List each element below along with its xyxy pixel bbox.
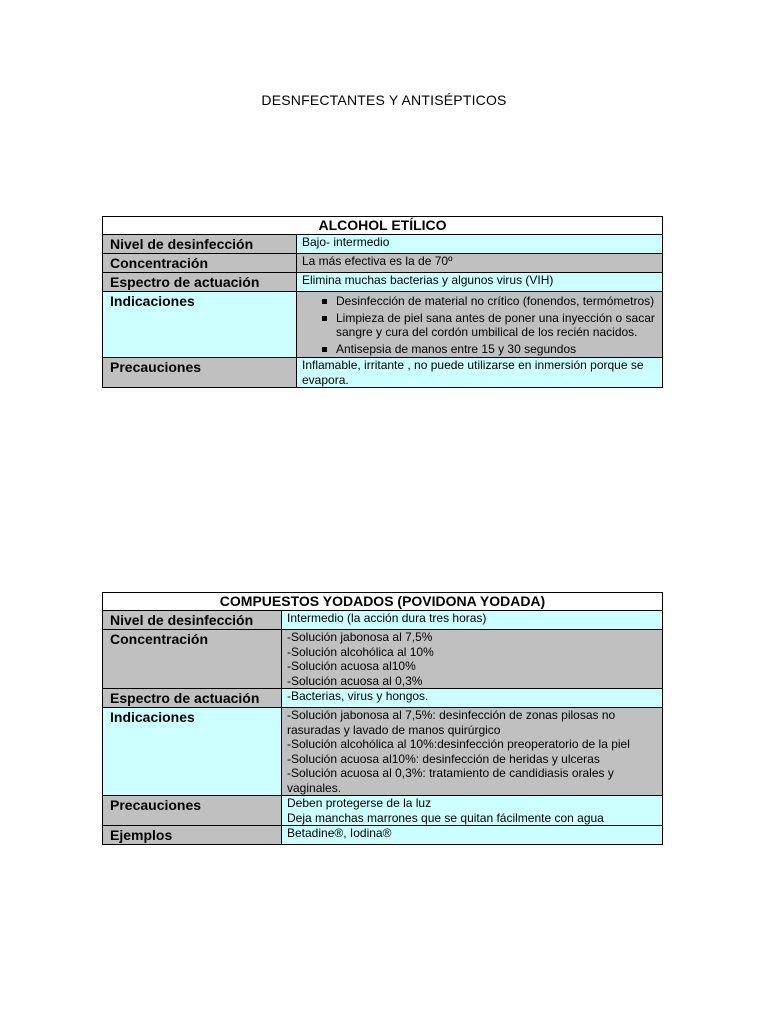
text-line: -Solución acuosa al 0,3% xyxy=(287,673,423,688)
table-row xyxy=(103,235,663,254)
compuestos-yodados-table xyxy=(102,592,663,845)
row-value xyxy=(297,292,663,358)
text-line: -Solución alcohólica al 10% xyxy=(287,644,434,659)
table-row xyxy=(103,254,663,273)
row-label: Indicaciones xyxy=(103,292,297,358)
list-item: Limpieza de piel sana antes de poner una inyección o sacar sangre y cura del cordón umbilical de los recién nacidos. xyxy=(316,311,657,340)
row-value: -Bacterias, virus y hongos. xyxy=(282,689,663,708)
row-label: Espectro de actuación xyxy=(103,689,282,708)
indications-list xyxy=(302,294,657,356)
row-label: Indicaciones xyxy=(103,708,282,796)
row-value xyxy=(282,630,663,689)
row-label: Concentración xyxy=(103,254,297,273)
row-value xyxy=(282,796,663,826)
row-label: Precauciones xyxy=(103,358,297,388)
table-row xyxy=(103,292,663,358)
document-title: DESNFECTANTES Y ANTISÉPTICOS xyxy=(261,92,507,108)
row-value: Intermedio (la acción dura tres horas) xyxy=(282,611,663,630)
list-item: Antisepsia de manos entre 15 y 30 segundos xyxy=(316,342,657,357)
text-line: -Solución alcohólica al 10%:desinfección preoperatorio de la piel xyxy=(287,737,630,751)
text-line: -Solución jabonosa al 7,5%: desinfección de zonas pilosas no rasuradas y lavado de manos quirúrgico xyxy=(287,708,616,737)
text-line: -Solución acuosa al10% xyxy=(287,659,416,673)
row-value: Bajo- intermedio xyxy=(297,235,663,254)
text-line: Deja manchas marrones que se quitan fácilmente con agua xyxy=(287,810,604,825)
table-row xyxy=(103,796,663,826)
list-item: Desinfección de material no crítico (fonendos, termómetros) xyxy=(316,294,657,309)
row-value: Inflamable, irritante , no puede utilizarse en inmersión porque se evapora. xyxy=(297,358,663,388)
row-value: La más efectiva es la de 70º xyxy=(297,254,663,273)
row-label: Ejemplos xyxy=(103,826,282,845)
row-value: Elimina muchas bacterias y algunos virus (VIH) xyxy=(297,273,663,292)
row-value: Betadine®, Iodina® xyxy=(282,826,663,845)
table-row xyxy=(103,358,663,388)
table-row xyxy=(103,630,663,689)
row-label: Concentración xyxy=(103,630,282,689)
row-label: Precauciones xyxy=(103,796,282,826)
row-label: Nivel de desinfección xyxy=(103,235,297,254)
table-row xyxy=(103,273,663,292)
row-value xyxy=(282,708,663,796)
table-heading: ALCOHOL ETÍLICO xyxy=(103,217,663,235)
alcohol-etilico-table xyxy=(102,216,663,388)
table-row xyxy=(103,611,663,630)
table-row xyxy=(103,689,663,708)
row-label: Espectro de actuación xyxy=(103,273,297,292)
text-line: -Solución acuosa al10%: desinfección de heridas y ulceras xyxy=(287,751,600,766)
text-line: -Solución jabonosa al 7,5% xyxy=(287,630,433,644)
table-row xyxy=(103,826,663,845)
text-line: -Solución acuosa al 0,3%: tratamiento de candidiasis orales y vaginales. xyxy=(287,766,614,795)
table-row xyxy=(103,708,663,796)
table-heading: COMPUESTOS YODADOS (POVIDONA YODADA) xyxy=(103,593,663,611)
text-line: Deben protegerse de la luz xyxy=(287,796,432,810)
row-label: Nivel de desinfección xyxy=(103,611,282,630)
